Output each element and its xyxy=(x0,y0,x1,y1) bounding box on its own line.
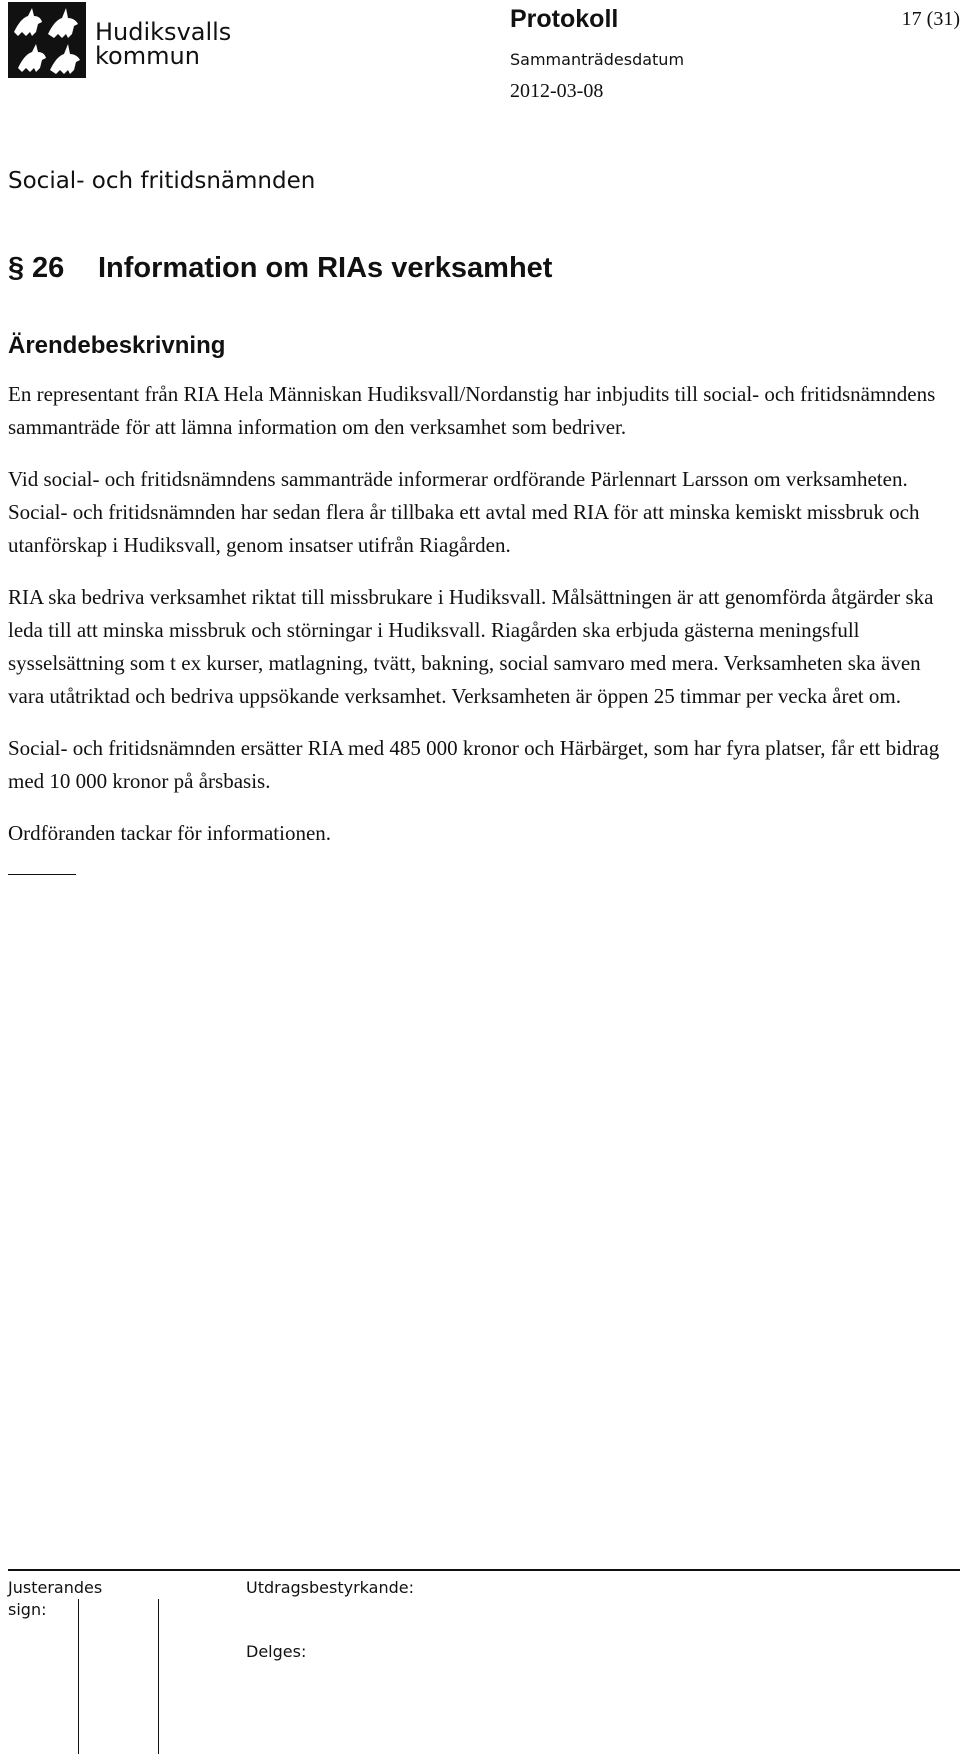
meeting-date-label: Sammanträdesdatum xyxy=(510,50,685,69)
municipality-logo xyxy=(8,2,253,78)
section-title-text: Information om RIAs verksamhet xyxy=(98,252,553,284)
paragraph-4: Social- och fritidsnämnden ersätter RIA med 485 000 kronor och Härbärget, som har fyra platser, får ett bidrag med 10 000 kronor på årsbasis. xyxy=(8,736,940,793)
case-description-heading: Ärendebeskrivning xyxy=(8,332,226,359)
goat-logo-icon xyxy=(8,2,86,78)
document-type: Protokoll xyxy=(510,5,619,33)
paragraph-3: RIA ska bedriva verksamhet riktat till missbrukare i Hudiksvall. Målsättningen är att genomförda åtgärder ska leda till att minska missbruk och störningar i Hudiksvall. Riagården ska erbjuda gästerna meningsfull sysselsättning som t ex kurser, matlagning, tvätt, bakning, social samvaro med mera. Verksamheten ska även vara utåtriktad och bedriva uppsökande verksamhet. Verksamheten är öppen 25 timmar per vecka året om. xyxy=(8,585,934,708)
logo-text-line1: Hudiksvalls xyxy=(95,18,232,46)
body-text xyxy=(8,378,948,875)
logo-text-line2: kommun xyxy=(95,42,200,70)
distribution-label: Delges: xyxy=(246,1642,307,1661)
certification-label: Utdragsbestyrkande: xyxy=(246,1578,414,1597)
page-number: 17 (31) xyxy=(901,8,960,30)
signature-box-divider-2 xyxy=(158,1599,159,1754)
paragraph-2: Vid social- och fritidsnämndens sammanträde informerar ordförande Pärlennart Larsson om verksamheten. Social- och fritidsnämnden har sedan flera år tillbaka ett avtal med RIA för att minska kemiskt missbruk och utanförskap i Hudiksvall, genom insatser utifrån Riagården. xyxy=(8,467,920,557)
footer xyxy=(0,1569,960,1754)
footer-divider xyxy=(8,1569,960,1571)
justerandes-label: Justerandes xyxy=(8,1578,103,1597)
committee-name: Social- och fritidsnämnden xyxy=(8,168,316,194)
meeting-date: 2012-03-08 xyxy=(510,80,604,102)
paragraph-5: Ordföranden tackar för informationen. xyxy=(8,821,332,845)
paragraph-sign: § xyxy=(8,252,25,284)
sign-label: sign: xyxy=(8,1600,47,1619)
signature-box-divider-1 xyxy=(78,1599,79,1754)
section-title xyxy=(8,250,552,286)
end-rule xyxy=(8,874,76,875)
section-number: 26 xyxy=(32,252,65,284)
paragraph-1: En representant från RIA Hela Människan Hudiksvall/Nordanstig har inbjudits till social- och fritidsnämndens sammanträde för att lämna information om den verksamhet som bedriver. xyxy=(8,382,936,439)
